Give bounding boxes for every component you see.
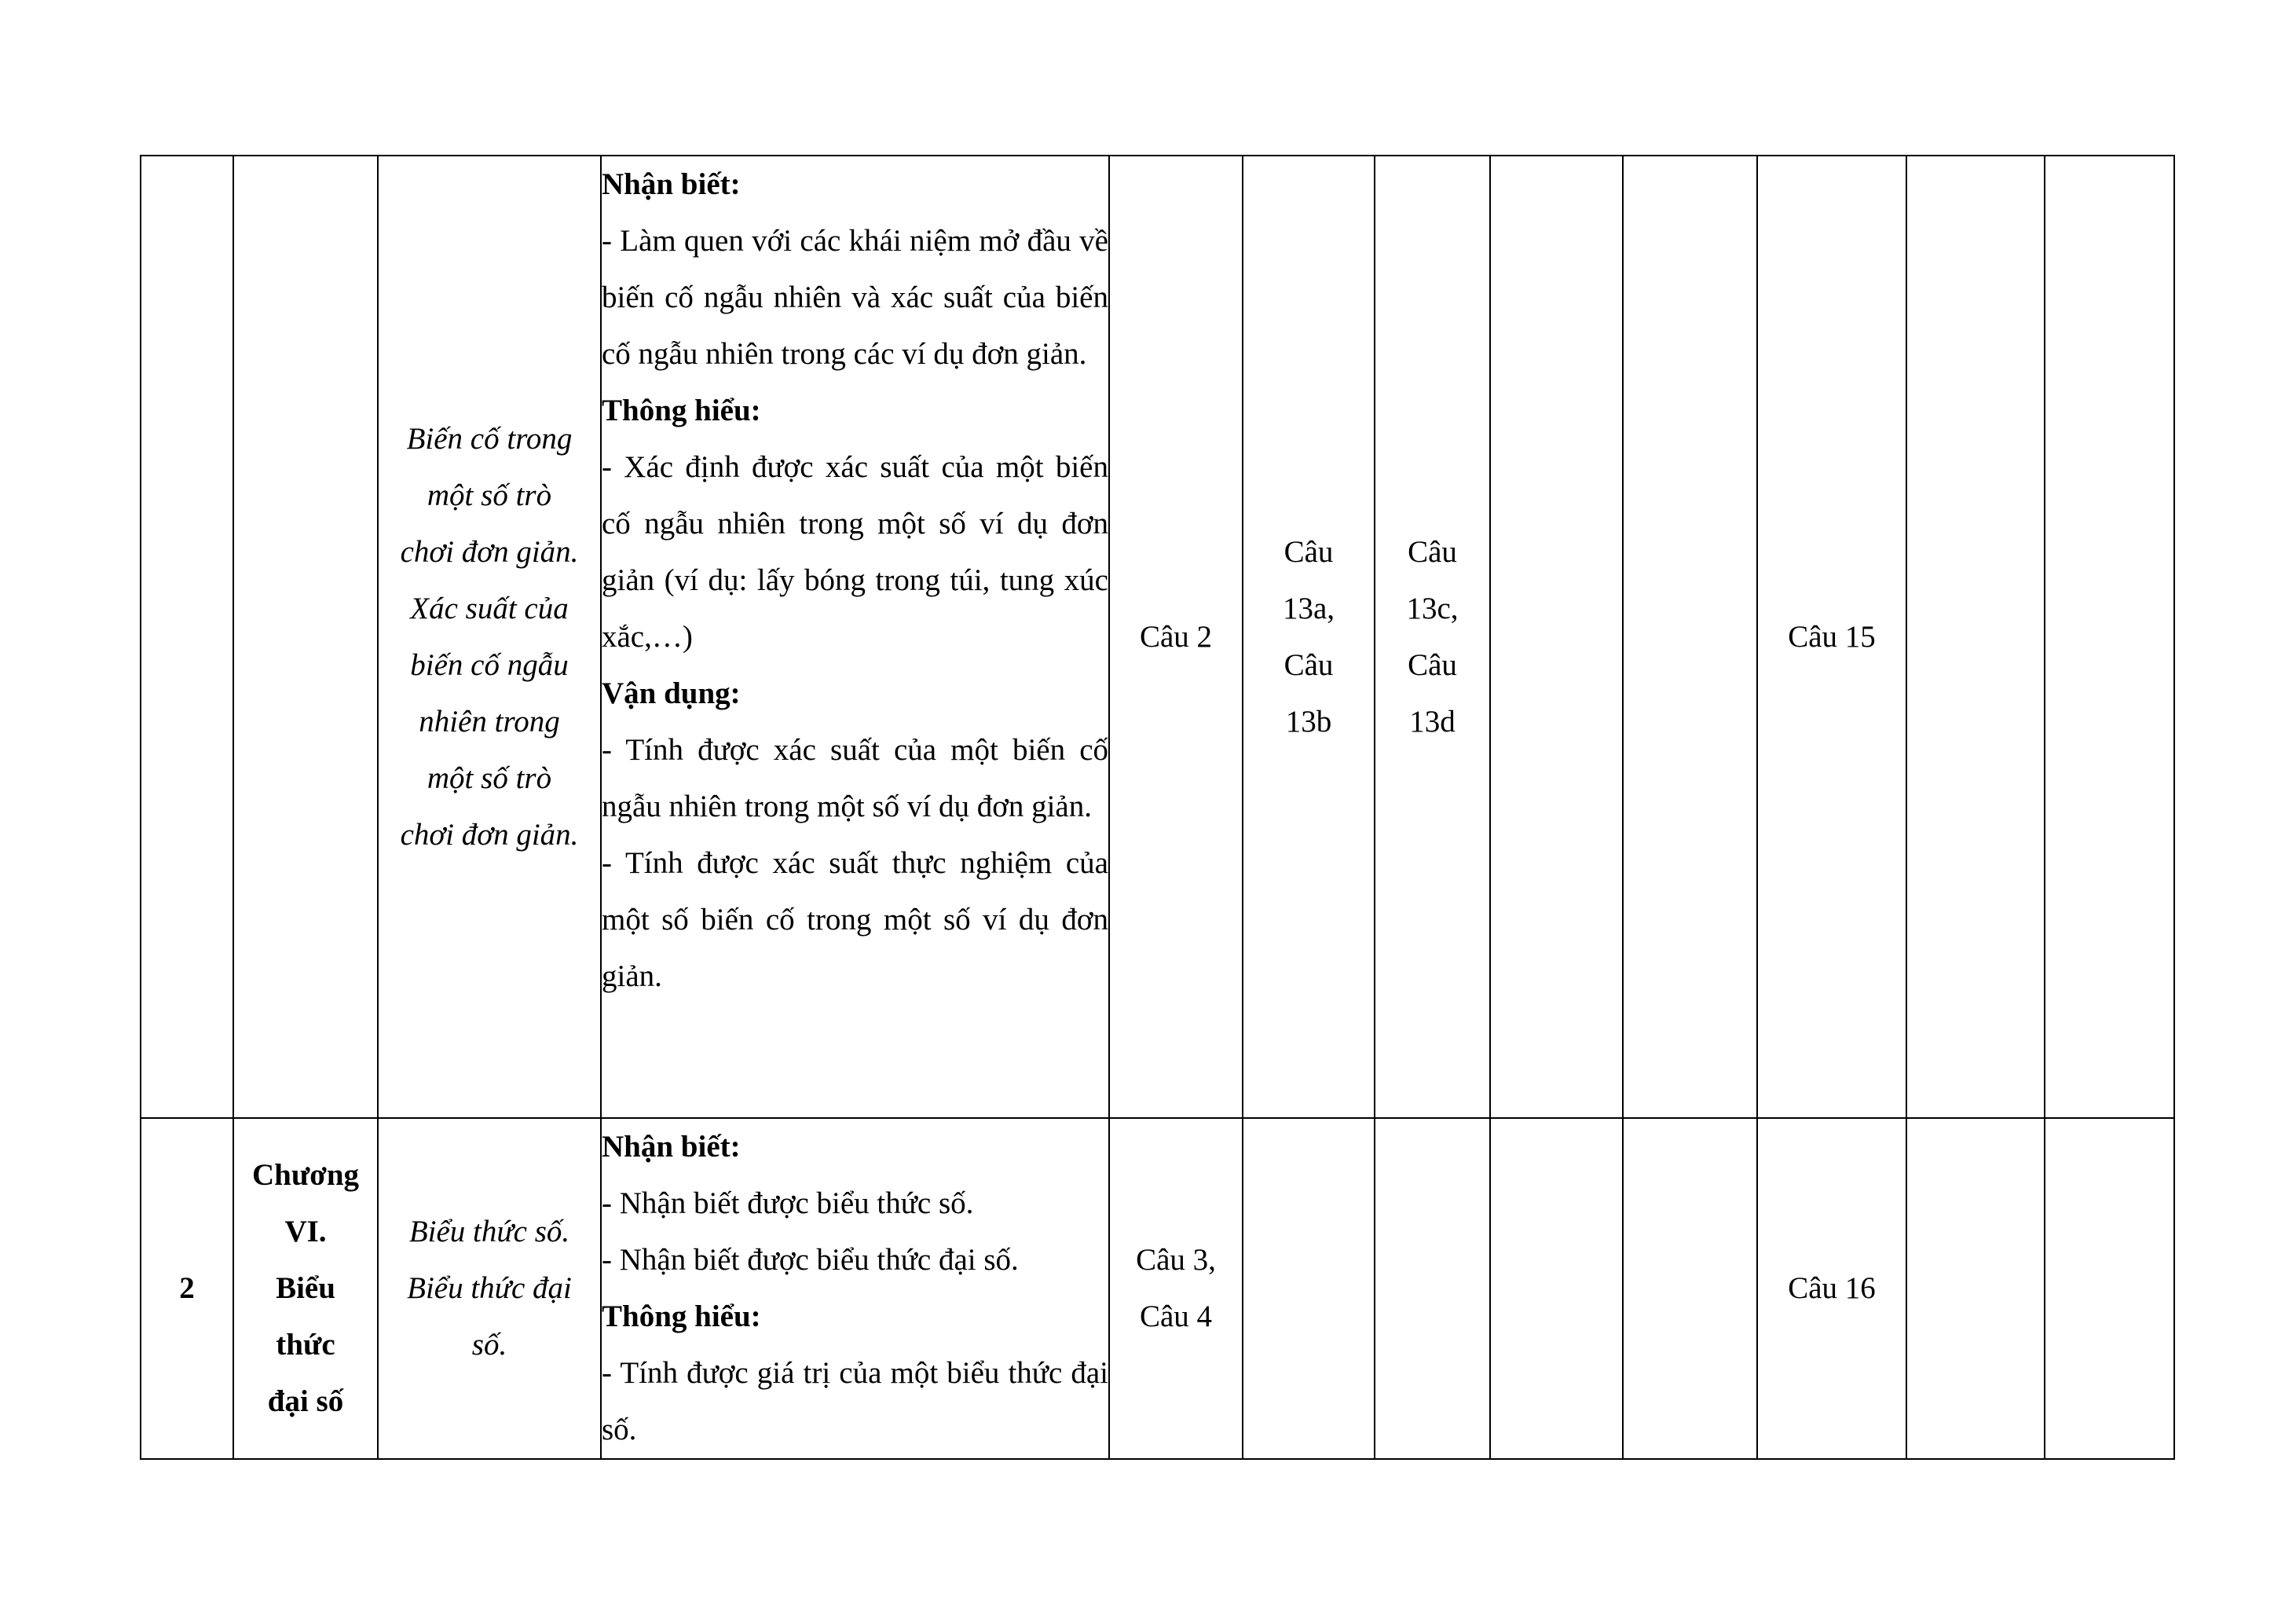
content-line: - Xác định được xác suất của một biến cố ngẫu nhiên trong một số ví dụ đơn giản (ví dụ: lấy bóng trong túi, tung xúc xắc,…) bbox=[602, 450, 1108, 654]
question-cell: Câu 13c, Câu 13d bbox=[1375, 156, 1490, 1118]
question-cell bbox=[1375, 1118, 1490, 1459]
content-line: - Làm quen với các khái niệm mở đầu về biến cố ngẫu nhiên và xác suất của biến cố ngẫu nhiên trong các ví dụ đơn giản. bbox=[602, 224, 1108, 371]
table-row bbox=[141, 156, 2174, 1118]
question-cell: Câu 3, Câu 4 bbox=[1109, 1118, 1243, 1459]
level-heading: Nhận biết: bbox=[602, 167, 741, 201]
question-cell: Câu 2 bbox=[1109, 156, 1243, 1118]
lesson-cell: Biến cố trong một số trò chơi đơn giản. Xác suất của biến cố ngẫu nhiên trong một số trò chơi đơn giản. bbox=[378, 156, 601, 1118]
row-number-cell: 2 bbox=[141, 1118, 233, 1459]
content-line: - Tính được giá trị của một biểu thức đại số. bbox=[602, 1356, 1108, 1446]
assessment-matrix-table bbox=[140, 155, 2175, 1460]
question-cell bbox=[1243, 1118, 1375, 1459]
question-cell: Câu 13a, Câu 13b bbox=[1243, 156, 1375, 1118]
chapter-cell: Chương VI. Biểu thức đại số bbox=[233, 1118, 378, 1459]
question-cell: Câu 16 bbox=[1757, 1118, 1906, 1459]
content-line: - Nhận biết được biểu thức số. bbox=[602, 1186, 974, 1220]
question-cell bbox=[1906, 156, 2045, 1118]
question-cell bbox=[1623, 1118, 1757, 1459]
content-line: - Nhận biết được biểu thức đại số. bbox=[602, 1243, 1019, 1277]
level-heading: Thông hiểu: bbox=[602, 394, 761, 427]
question-cell bbox=[2045, 156, 2174, 1118]
lesson-cell: Biểu thức số. Biểu thức đại số. bbox=[378, 1118, 601, 1459]
chapter-cell bbox=[233, 156, 378, 1118]
level-heading: Vận dụng: bbox=[602, 676, 741, 710]
question-cell bbox=[1623, 156, 1757, 1118]
table-row bbox=[141, 1118, 2174, 1459]
question-cell bbox=[1490, 1118, 1623, 1459]
content-line: - Tính được xác suất thực nghiệm của một số biến cố trong một số ví dụ đơn giản. bbox=[602, 846, 1108, 993]
level-heading: Thông hiểu: bbox=[602, 1300, 761, 1333]
level-heading: Nhận biết: bbox=[602, 1130, 741, 1164]
question-cell bbox=[1490, 156, 1623, 1118]
content-cell bbox=[601, 1118, 1109, 1459]
question-cell: Câu 15 bbox=[1757, 156, 1906, 1118]
content-cell bbox=[601, 156, 1109, 1118]
content-line: - Tính được xác suất của một biến cố ngẫu nhiên trong một số ví dụ đơn giản. bbox=[602, 733, 1108, 823]
question-cell bbox=[2045, 1118, 2174, 1459]
row-number-cell bbox=[141, 156, 233, 1118]
question-cell bbox=[1906, 1118, 2045, 1459]
